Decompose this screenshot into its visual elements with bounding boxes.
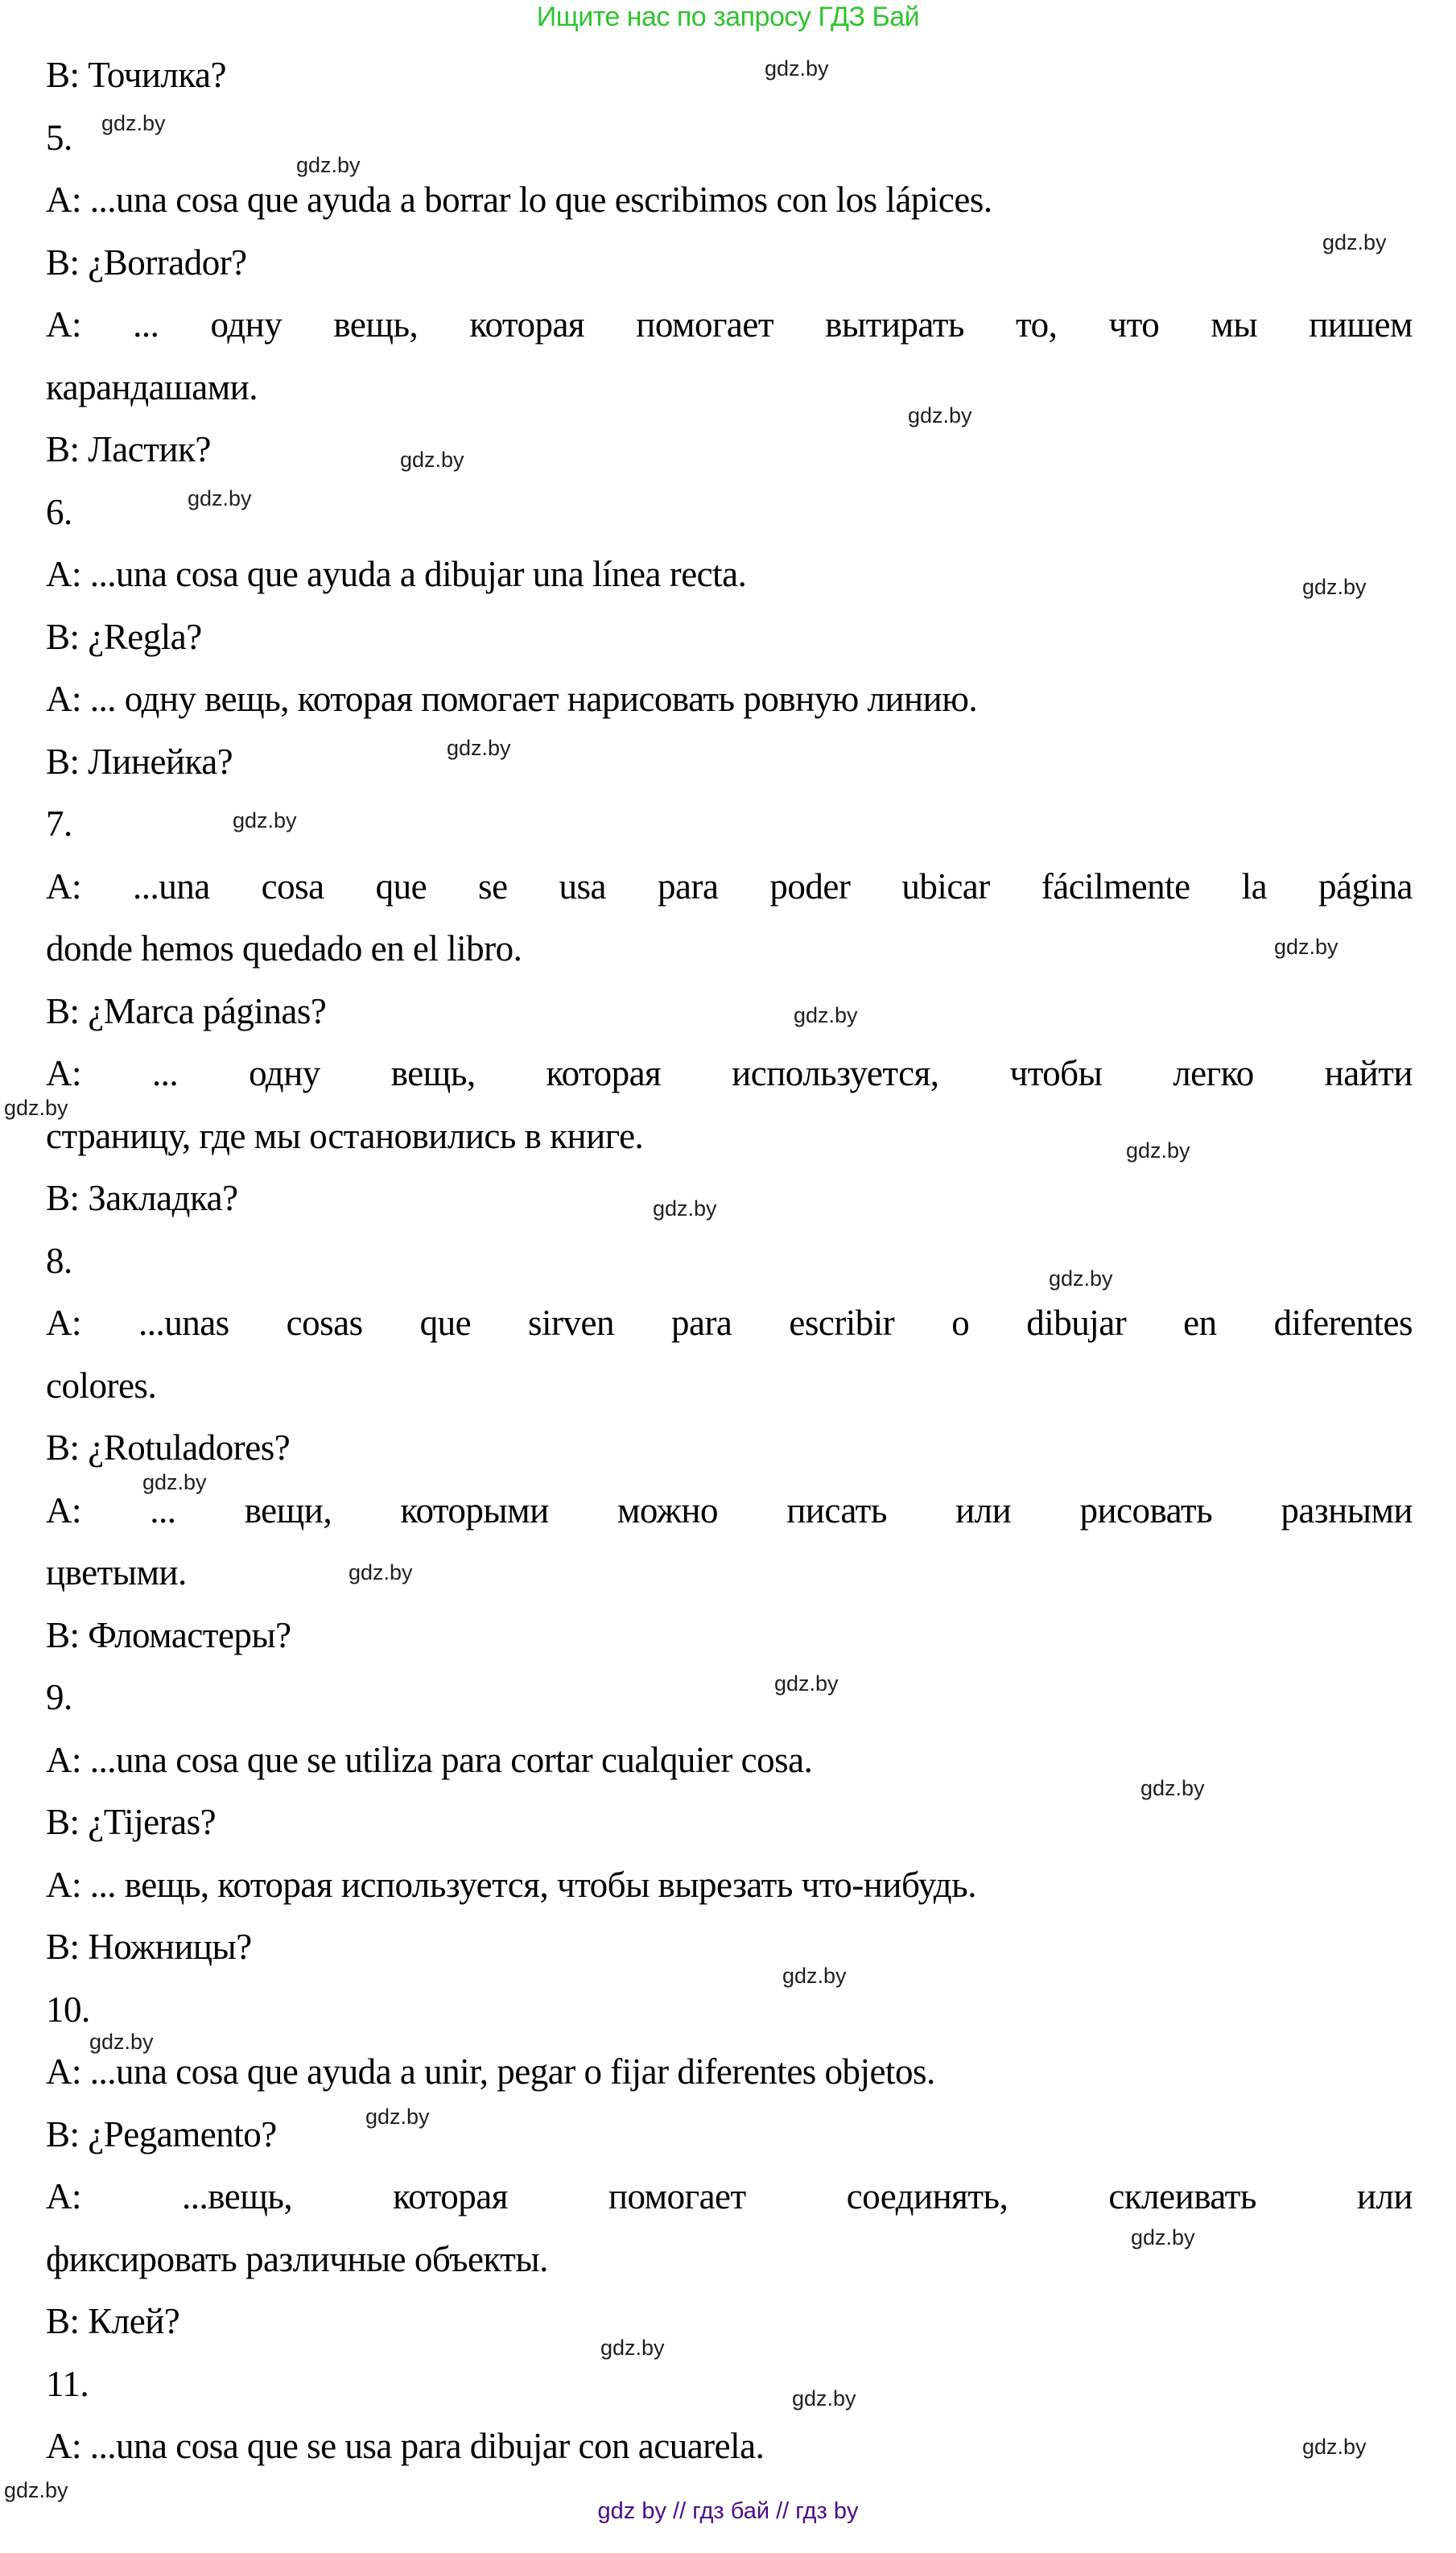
dialogue-lines (46, 44, 1413, 2478)
dialogue-line: B: ¿Rotuladores? (46, 1427, 291, 1468)
dialogue-line: B: Ножницы? (46, 1927, 252, 1967)
dialogue-line: B: ¿Regla? (46, 616, 202, 657)
watermark: gdz.by (233, 808, 297, 832)
watermark: gdz.by (89, 2030, 154, 2054)
watermark: gdz.by (792, 2386, 856, 2410)
watermark: gdz.by (653, 1196, 717, 1221)
dialogue-line: B: Фломастеры? (46, 1614, 291, 1655)
watermark: gdz.by (1131, 2225, 1195, 2249)
dialogue-line: donde hemos quedado en el libro. (46, 928, 522, 969)
dialogue-line: B: Точилка? (46, 55, 227, 95)
dialogue-line: A: ...вещь, которая помогает соединять, склеивать или (46, 2176, 1413, 2216)
dialogue-line: A: ...una cosa que se usa para poder ubicar fácilmente la página (46, 865, 1413, 907)
dialogue-line: A: ... одну вещь, которая помогает нарисовать ровную линию. (46, 679, 978, 719)
dialogue-line: A: ... вещь, которая используется, чтобы вырезать что-нибудь. (46, 1864, 976, 1905)
watermark: gdz.by (101, 111, 166, 135)
watermark: gdz.by (1140, 1776, 1205, 1800)
dialogue-line: цветыми. (46, 1552, 187, 1593)
watermark: gdz.by (365, 2105, 430, 2129)
dialogue-line: A: ...una cosa que ayuda a dibujar una línea recta. (46, 554, 747, 594)
watermark: gdz.by (447, 736, 511, 760)
watermark: gdz.by (782, 1964, 847, 1988)
watermark: gdz.by (4, 1096, 68, 1120)
watermark: gdz.by (400, 448, 464, 472)
dialogue-line: 11. (46, 2363, 89, 2404)
dialogue-line: A: ... одну вещь, которая помогает вытирать то, что мы пишем (46, 304, 1413, 345)
watermark: gdz.by (296, 153, 361, 177)
dialogue-line: A: ...una cosa que se usa para dibujar con acuarela. (46, 2426, 765, 2466)
promo-header: Ищите нас по запросу ГДЗ Бай (536, 2, 920, 32)
watermark: gdz.by (1302, 575, 1367, 599)
dialogue-line: A: ... вещи, которыми можно писать или рисовать разными (46, 1489, 1413, 1531)
dialogue-line: 6. (46, 491, 72, 532)
dialogue-line: 7. (46, 803, 72, 844)
watermark: gdz.by (1126, 1138, 1190, 1163)
dialogue-line: A: ...una cosa que ayuda a unir, pegar o fijar diferentes objetos. (46, 2051, 935, 2092)
dialogue-line: B: Закладка? (46, 1178, 238, 1218)
dialogue-line: colores. (46, 1365, 157, 1406)
watermark: gdz.by (1049, 1266, 1113, 1291)
watermark: gdz.by (142, 1470, 207, 1494)
dialogue-line: A: ...una cosa que ayuda a borrar lo que escribimos con los lápices. (46, 180, 992, 220)
dialogue-line: B: Линейка? (46, 741, 233, 782)
watermark: gdz.by (1322, 230, 1387, 254)
dialogue-line: A: ... одну вещь, которая используется, чтобы легко найти (46, 1053, 1413, 1093)
page-footer: gdz by // гдз бай // гдз by (597, 2498, 859, 2524)
watermark: gdz.by (1302, 2435, 1367, 2459)
dialogue-line: A: ...una cosa que se utiliza para cortar cualquier cosa. (46, 1739, 813, 1780)
dialogue-line: B: Клей? (46, 2301, 180, 2341)
dialogue-line: A: ...unas cosas que sirven para escribir o dibujar en diferentes (46, 1303, 1413, 1343)
dialogue-line: 5. (46, 117, 72, 158)
dialogue-line: 8. (46, 1240, 72, 1281)
dialogue-line: B: ¿Tijeras? (46, 1802, 217, 1842)
dialogue-line: 10. (46, 1989, 90, 2030)
watermark: gdz.by (4, 2478, 68, 2502)
watermark: gdz.by (908, 403, 972, 428)
watermark: gdz.by (1274, 935, 1338, 959)
watermark: gdz.by (349, 1560, 413, 1584)
watermark: gdz.by (765, 56, 829, 81)
dialogue-line: B: ¿Marca páginas? (46, 990, 327, 1031)
watermark: gdz.by (774, 1671, 839, 1696)
dialogue-line: B: ¿Borrador? (46, 242, 247, 283)
dialogue-line: B: Ластик? (46, 429, 211, 469)
dialogue-line: фиксировать различные объекты. (46, 2238, 548, 2279)
watermark: gdz.by (600, 2336, 665, 2360)
dialogue-line: 9. (46, 1677, 72, 1717)
dialogue-line: карандашами. (46, 366, 258, 407)
watermark: gdz.by (188, 486, 252, 510)
watermark: gdz.by (794, 1003, 858, 1027)
dialogue-line: страницу, где мы остановились в книге. (46, 1115, 644, 1156)
dialogue-line: B: ¿Pegamento? (46, 2113, 277, 2154)
